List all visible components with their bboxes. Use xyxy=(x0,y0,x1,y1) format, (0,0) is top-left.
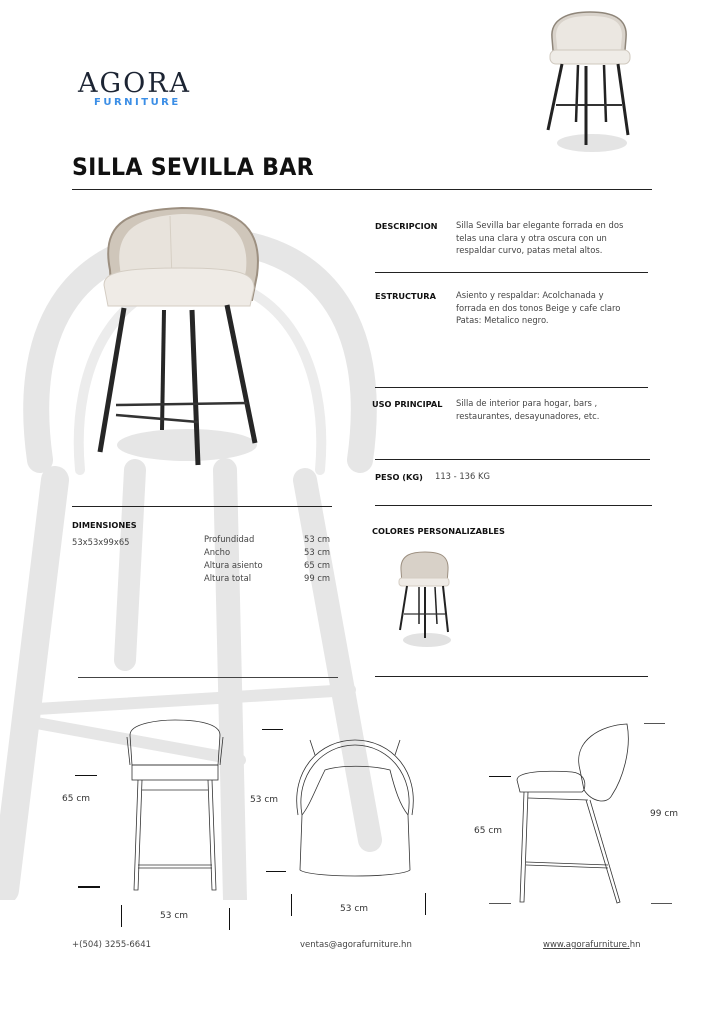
top-tick-bottom xyxy=(266,871,286,872)
dimensions-summary: 53x53x99x65 xyxy=(72,537,130,547)
footer-website-link[interactable]: www.agorafurniture. xyxy=(543,940,630,950)
side-tick-top xyxy=(644,723,665,724)
title-divider xyxy=(72,189,652,190)
front-view-drawing xyxy=(120,715,230,895)
top-width-tick-left xyxy=(291,894,292,916)
front-width-tick-right xyxy=(229,908,230,930)
dimension-values: 53 cm 53 cm 65 cm 99 cm xyxy=(304,534,331,583)
front-height-label: 65 cm xyxy=(62,794,91,804)
product-thumbnail-top xyxy=(540,10,640,155)
footer-phone: +(504) 3255-6641 xyxy=(72,940,152,950)
side-total-height-label: 99 cm xyxy=(650,809,679,819)
dimensions-bottom-divider xyxy=(78,677,338,678)
product-photo-main xyxy=(92,200,272,475)
divider-3 xyxy=(375,459,650,460)
colores-label: COLORES PERSONALIZABLES xyxy=(372,526,505,536)
footer-email[interactable]: ventas@agorafurniture.hn xyxy=(300,940,412,950)
top-depth-label: 53 cm xyxy=(250,795,279,805)
descripcion-label: DESCRIPCION xyxy=(375,221,438,231)
divider-5 xyxy=(375,676,648,677)
divider-1 xyxy=(375,272,648,273)
dimension-names: Profundidad Ancho Altura asiento Altura total xyxy=(204,534,263,583)
peso-value: 113 - 136 KG xyxy=(435,471,490,481)
color-option-beige[interactable] xyxy=(395,550,455,650)
estructura-label: ESTRUCTURA xyxy=(375,291,436,301)
top-width-label: 53 cm xyxy=(340,904,369,914)
uso-principal-text: Silla de interior para hogar, bars , restaurantes, desayunadores, etc. xyxy=(456,398,600,421)
divider-4 xyxy=(375,505,652,506)
front-tick-top xyxy=(75,775,97,776)
side-tick-bottom-left xyxy=(489,903,511,904)
footer-website[interactable] xyxy=(543,940,641,950)
footer-website-tld: hn xyxy=(629,940,641,950)
front-width-tick-left xyxy=(121,905,122,927)
page-title: SILLA SEVILLA BAR xyxy=(72,153,314,181)
top-width-tick-right xyxy=(425,893,426,915)
front-tick-bottom xyxy=(78,886,100,888)
uso-principal-label: USO PRINCIPAL xyxy=(372,399,443,409)
side-view-drawing xyxy=(512,720,632,910)
front-width-label: 53 cm xyxy=(160,911,189,921)
brand-logo: AGORA xyxy=(78,68,192,99)
brand-subtitle: FURNITURE xyxy=(94,97,181,108)
estructura-text: Asiento y respaldar: Acolchanada y forrada en dos tonos Beige y cafe claro Patas: Metalico negro. xyxy=(456,290,621,325)
descripcion-text: Silla Sevilla bar elegante forrada en dos telas una clara y otra oscura con un respaldar curvo, patas metal altos. xyxy=(456,220,624,255)
divider-2 xyxy=(375,387,648,388)
peso-label: PESO (KG) xyxy=(375,472,423,482)
top-view-drawing xyxy=(290,730,420,880)
side-seat-height-label: 65 cm xyxy=(474,826,503,836)
side-tick-seat xyxy=(489,776,511,777)
top-tick-top xyxy=(262,729,283,730)
dimensiones-label: DIMENSIONES xyxy=(72,520,137,530)
side-tick-bottom-right xyxy=(651,903,672,904)
dimensions-divider xyxy=(72,506,332,507)
